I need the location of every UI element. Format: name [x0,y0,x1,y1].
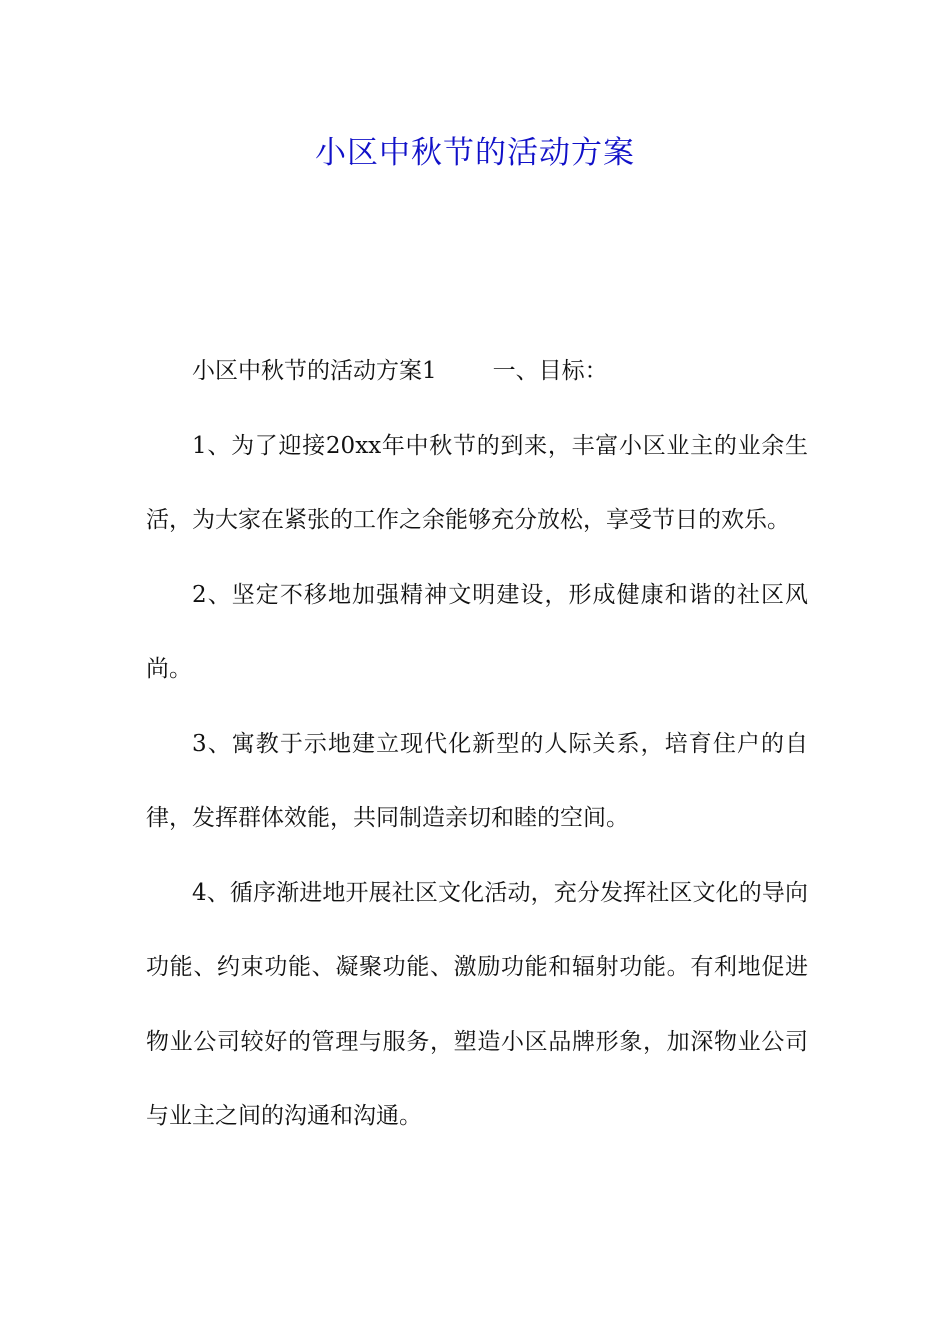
intro-heading: 小区中秋节的活动方案1 [192,358,437,384]
paragraph-4: 4、循序渐进地开展社区文化活动，充分发挥社区文化的导向功能、约束功能、凝聚功能、激励功能和辐射功能。有利地促进物业公司较好的管理与服务，塑造小区品牌形象，加深物业公司与业主之间的沟通和沟通。 [146,879,808,1129]
paragraph-3: 3、寓教于示地建立现代化新型的人际关系，培育住户的自律，发挥群体效能，共同制造亲切和睦的空间。 [146,730,808,831]
intro-paragraph [146,334,808,409]
document-body [146,334,808,1154]
document-title: 小区中秋节的活动方案 [315,135,635,171]
paragraph-2: 2、坚定不移地加强精神文明建设，形成健康和谐的社区风尚。 [146,581,808,682]
intro-section-heading: 一、目标： [492,358,608,384]
paragraph-1: 1、为了迎接20xx年中秋节的到来，丰富小区业主的业余生活，为大家在紧张的工作之余能够充分放松，享受节日的欢乐。 [146,432,808,533]
